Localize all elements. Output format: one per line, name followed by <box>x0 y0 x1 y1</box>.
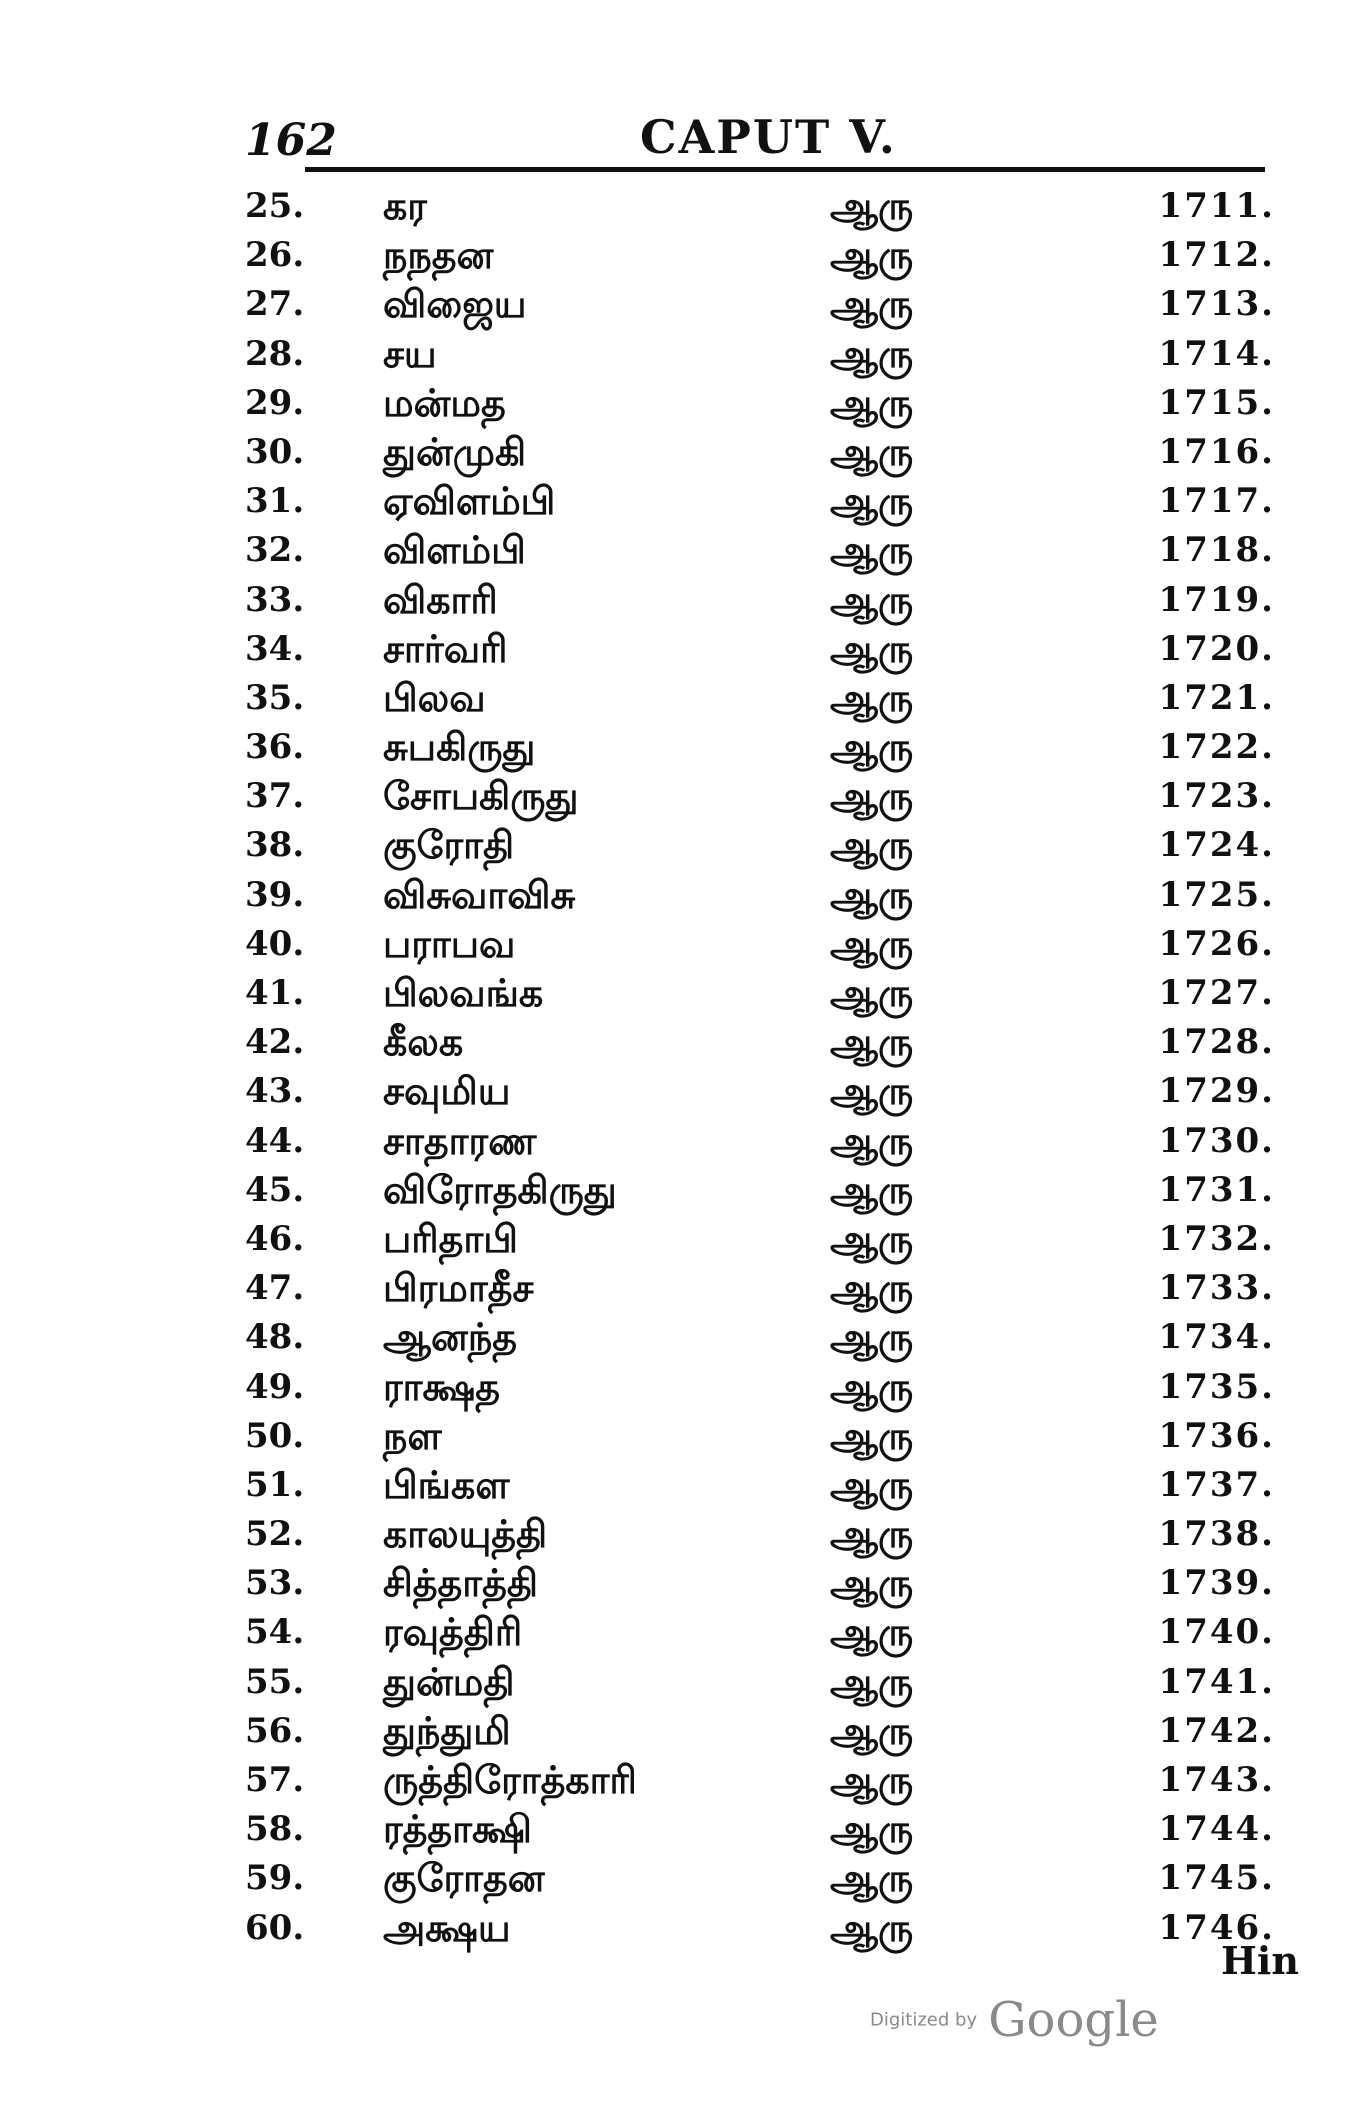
row-number: 30. <box>245 431 305 472</box>
year-suffix: ஆரு <box>830 1167 914 1212</box>
year-name: சவுமிய <box>383 1069 511 1114</box>
year-suffix: ஆரு <box>830 528 914 573</box>
row-number: 43. <box>245 1071 305 1112</box>
year-suffix: ஆரு <box>830 1413 914 1458</box>
year-value: 1743. <box>1158 1760 1275 1800</box>
row-number: 54. <box>245 1612 305 1653</box>
row-number: 42. <box>245 1022 305 1063</box>
table-row <box>245 821 1275 870</box>
table-row <box>245 1067 1275 1116</box>
year-suffix: ஆரு <box>830 1315 914 1360</box>
table-row <box>245 1117 1275 1166</box>
year-suffix: ஆரு <box>830 1512 914 1557</box>
year-suffix: ஆரு <box>830 1659 914 1704</box>
year-name: துன்முகி <box>383 429 527 474</box>
table-row <box>245 526 1275 575</box>
year-suffix: ஆரு <box>830 1266 914 1311</box>
year-suffix: ஆரு <box>830 1561 914 1606</box>
year-value: 1715. <box>1158 382 1275 423</box>
table-row <box>245 1412 1275 1461</box>
row-number: 56. <box>245 1710 305 1751</box>
header-rule <box>305 167 1265 172</box>
year-name: கீலக <box>383 1020 464 1065</box>
year-value: 1744. <box>1158 1809 1275 1850</box>
year-value: 1735. <box>1158 1366 1275 1407</box>
year-name: காலயுத்தி <box>383 1512 548 1557</box>
year-value: 1737. <box>1158 1464 1275 1505</box>
year-suffix: ஆரு <box>830 774 914 819</box>
year-value: 1720. <box>1158 628 1275 669</box>
table-row <box>245 625 1275 674</box>
table-row <box>245 1461 1275 1510</box>
year-value: 1741. <box>1158 1661 1275 1702</box>
year-value: 1719. <box>1158 579 1275 620</box>
year-value: 1739. <box>1158 1563 1275 1604</box>
year-suffix: ஆரு <box>830 1856 914 1901</box>
year-value: 1742. <box>1158 1710 1275 1751</box>
table-row <box>245 1559 1275 1608</box>
row-number: 26. <box>245 235 305 276</box>
year-suffix: ஆரு <box>830 1758 914 1802</box>
year-name: விகாரி <box>383 577 498 622</box>
year-name: குரோதி <box>383 823 515 868</box>
table-row <box>245 674 1275 723</box>
year-value: 1713. <box>1158 284 1275 325</box>
year-suffix: ஆரு <box>830 1364 914 1409</box>
year-name: பரிதாபி <box>383 1216 518 1261</box>
year-name: துந்துமி <box>383 1708 511 1753</box>
year-suffix: ஆரு <box>830 282 914 327</box>
row-number: 32. <box>245 530 305 571</box>
year-value: 1738. <box>1158 1514 1275 1555</box>
year-name: நள <box>383 1413 442 1458</box>
year-name: விரோதகிருது <box>383 1167 617 1212</box>
table-row <box>245 1756 1275 1805</box>
digitized-watermark <box>870 1992 1159 2048</box>
year-suffix: ஆரு <box>830 1708 914 1753</box>
year-name: ருத்திரோத்காரி <box>383 1758 637 1802</box>
year-value: 1736. <box>1158 1415 1275 1456</box>
year-value: 1730. <box>1158 1120 1275 1161</box>
running-title: CAPUT V. <box>640 110 897 164</box>
year-value: 1712. <box>1158 235 1275 276</box>
year-name: குரோதன <box>383 1856 545 1901</box>
row-number: 57. <box>245 1760 305 1800</box>
year-suffix: ஆரு <box>830 1462 914 1507</box>
table-row <box>245 969 1275 1018</box>
row-number: 25. <box>245 186 305 226</box>
page-number: 162 <box>245 115 337 166</box>
year-value: 1724. <box>1158 825 1275 866</box>
catchword: Hin <box>1221 1938 1299 1983</box>
table-row <box>245 330 1275 379</box>
year-suffix: ஆரு <box>830 233 914 278</box>
table-row <box>245 1510 1275 1559</box>
year-name: மன்மத <box>383 380 506 425</box>
table-row <box>245 1363 1275 1412</box>
row-number: 50. <box>245 1415 305 1456</box>
year-suffix: ஆரு <box>830 675 914 720</box>
year-value: 1729. <box>1158 1071 1275 1112</box>
year-suffix: ஆரு <box>830 184 914 228</box>
row-number: 40. <box>245 923 305 964</box>
row-number: 39. <box>245 874 305 915</box>
year-name: நநதன <box>383 233 494 278</box>
table-row <box>245 1658 1275 1707</box>
year-name: ஏவிளம்பி <box>383 479 556 524</box>
table-row <box>245 280 1275 329</box>
year-name: விசுவாவிசு <box>383 872 576 917</box>
year-name: பிலவ <box>383 675 486 720</box>
year-value: 1716. <box>1158 431 1275 472</box>
table-row <box>245 477 1275 526</box>
year-suffix: ஆரு <box>830 331 914 376</box>
year-suffix: ஆரு <box>830 1118 914 1163</box>
year-name: பிங்கள <box>383 1462 510 1507</box>
table-row <box>245 1854 1275 1903</box>
year-value: 1732. <box>1158 1218 1275 1259</box>
year-name: ரவுத்திரி <box>383 1610 523 1655</box>
row-number: 44. <box>245 1120 305 1161</box>
table-row <box>245 1608 1275 1657</box>
row-number: 36. <box>245 727 305 768</box>
year-name: கர <box>383 184 427 228</box>
year-suffix: ஆரு <box>830 479 914 524</box>
year-value: 1746. <box>1158 1907 1275 1948</box>
year-name: விஜைய <box>383 282 527 327</box>
year-value: 1726. <box>1158 923 1275 964</box>
table-row <box>245 1805 1275 1854</box>
row-number: 47. <box>245 1268 305 1309</box>
year-suffix: ஆரு <box>830 971 914 1015</box>
year-name: சோபகிருது <box>383 774 579 819</box>
row-number: 53. <box>245 1563 305 1604</box>
year-suffix: ஆரு <box>830 1905 914 1950</box>
row-number: 28. <box>245 333 305 374</box>
year-value: 1733. <box>1158 1268 1275 1309</box>
watermark-prefix: Digitized by <box>870 2009 978 2031</box>
year-suffix: ஆரு <box>830 1069 914 1114</box>
year-suffix: ஆரு <box>830 725 914 770</box>
row-number: 37. <box>245 776 305 817</box>
row-number: 34. <box>245 628 305 669</box>
row-number: 41. <box>245 973 305 1013</box>
table-row <box>245 1313 1275 1362</box>
table-row <box>245 231 1275 280</box>
year-name: பிரமாதீச <box>383 1266 534 1311</box>
year-name: ரத்தாக்ஷி <box>383 1807 532 1852</box>
table-row <box>245 1264 1275 1313</box>
year-suffix: ஆரு <box>830 626 914 671</box>
page-header <box>245 105 1265 175</box>
year-suffix: ஆரு <box>830 823 914 868</box>
year-table <box>245 182 1275 1953</box>
table-row <box>245 428 1275 477</box>
year-value: 1725. <box>1158 874 1275 915</box>
row-number: 45. <box>245 1169 305 1210</box>
row-number: 48. <box>245 1317 305 1358</box>
table-row <box>245 871 1275 920</box>
row-number: 51. <box>245 1464 305 1505</box>
row-number: 33. <box>245 579 305 620</box>
year-value: 1717. <box>1158 481 1275 522</box>
table-row <box>245 576 1275 625</box>
year-value: 1734. <box>1158 1317 1275 1358</box>
year-value: 1722. <box>1158 727 1275 768</box>
year-name: ராக்ஷத <box>383 1364 501 1409</box>
google-logo: Google <box>988 1992 1159 2048</box>
year-suffix: ஆரு <box>830 872 914 917</box>
year-name: ஆனந்த <box>383 1315 518 1360</box>
row-number: 38. <box>245 825 305 866</box>
row-number: 27. <box>245 284 305 325</box>
table-row <box>245 1707 1275 1756</box>
row-number: 60. <box>245 1907 305 1948</box>
year-name: பிலவங்க <box>383 971 544 1015</box>
year-value: 1728. <box>1158 1022 1275 1063</box>
year-name: சாதாரண <box>383 1118 537 1163</box>
year-suffix: ஆரு <box>830 380 914 425</box>
year-name: சித்தாத்தி <box>383 1561 539 1606</box>
year-name: துன்மதி <box>383 1659 515 1704</box>
year-value: 1731. <box>1158 1169 1275 1210</box>
year-value: 1714. <box>1158 333 1275 374</box>
year-suffix: ஆரு <box>830 577 914 622</box>
year-value: 1711. <box>1158 186 1275 226</box>
table-row <box>245 1166 1275 1215</box>
year-suffix: ஆரு <box>830 1807 914 1852</box>
row-number: 49. <box>245 1366 305 1407</box>
year-suffix: ஆரு <box>830 921 914 966</box>
table-row <box>245 723 1275 772</box>
row-number: 46. <box>245 1218 305 1259</box>
year-suffix: ஆரு <box>830 1216 914 1261</box>
table-row <box>245 1215 1275 1264</box>
table-row <box>245 1018 1275 1067</box>
year-name: சுபகிருது <box>383 725 536 770</box>
row-number: 55. <box>245 1661 305 1702</box>
year-value: 1745. <box>1158 1858 1275 1899</box>
year-value: 1718. <box>1158 530 1275 571</box>
row-number: 52. <box>245 1514 305 1555</box>
table-row <box>245 772 1275 821</box>
table-row <box>245 1904 1275 1953</box>
year-name: பராபவ <box>383 921 516 966</box>
year-value: 1723. <box>1158 776 1275 817</box>
year-suffix: ஆரு <box>830 1610 914 1655</box>
row-number: 31. <box>245 481 305 522</box>
year-name: சய <box>383 331 437 376</box>
year-suffix: ஆரு <box>830 1020 914 1065</box>
table-row <box>245 920 1275 969</box>
table-row <box>245 182 1275 231</box>
row-number: 35. <box>245 677 305 718</box>
year-suffix: ஆரு <box>830 429 914 474</box>
year-value: 1740. <box>1158 1612 1275 1653</box>
year-value: 1727. <box>1158 973 1275 1013</box>
row-number: 59. <box>245 1858 305 1899</box>
table-row <box>245 379 1275 428</box>
year-name: விளம்பி <box>383 528 526 573</box>
year-name: சார்வரி <box>383 626 508 671</box>
row-number: 29. <box>245 382 305 423</box>
year-name: அக்ஷய <box>383 1905 511 1950</box>
year-value: 1721. <box>1158 677 1275 718</box>
row-number: 58. <box>245 1809 305 1850</box>
